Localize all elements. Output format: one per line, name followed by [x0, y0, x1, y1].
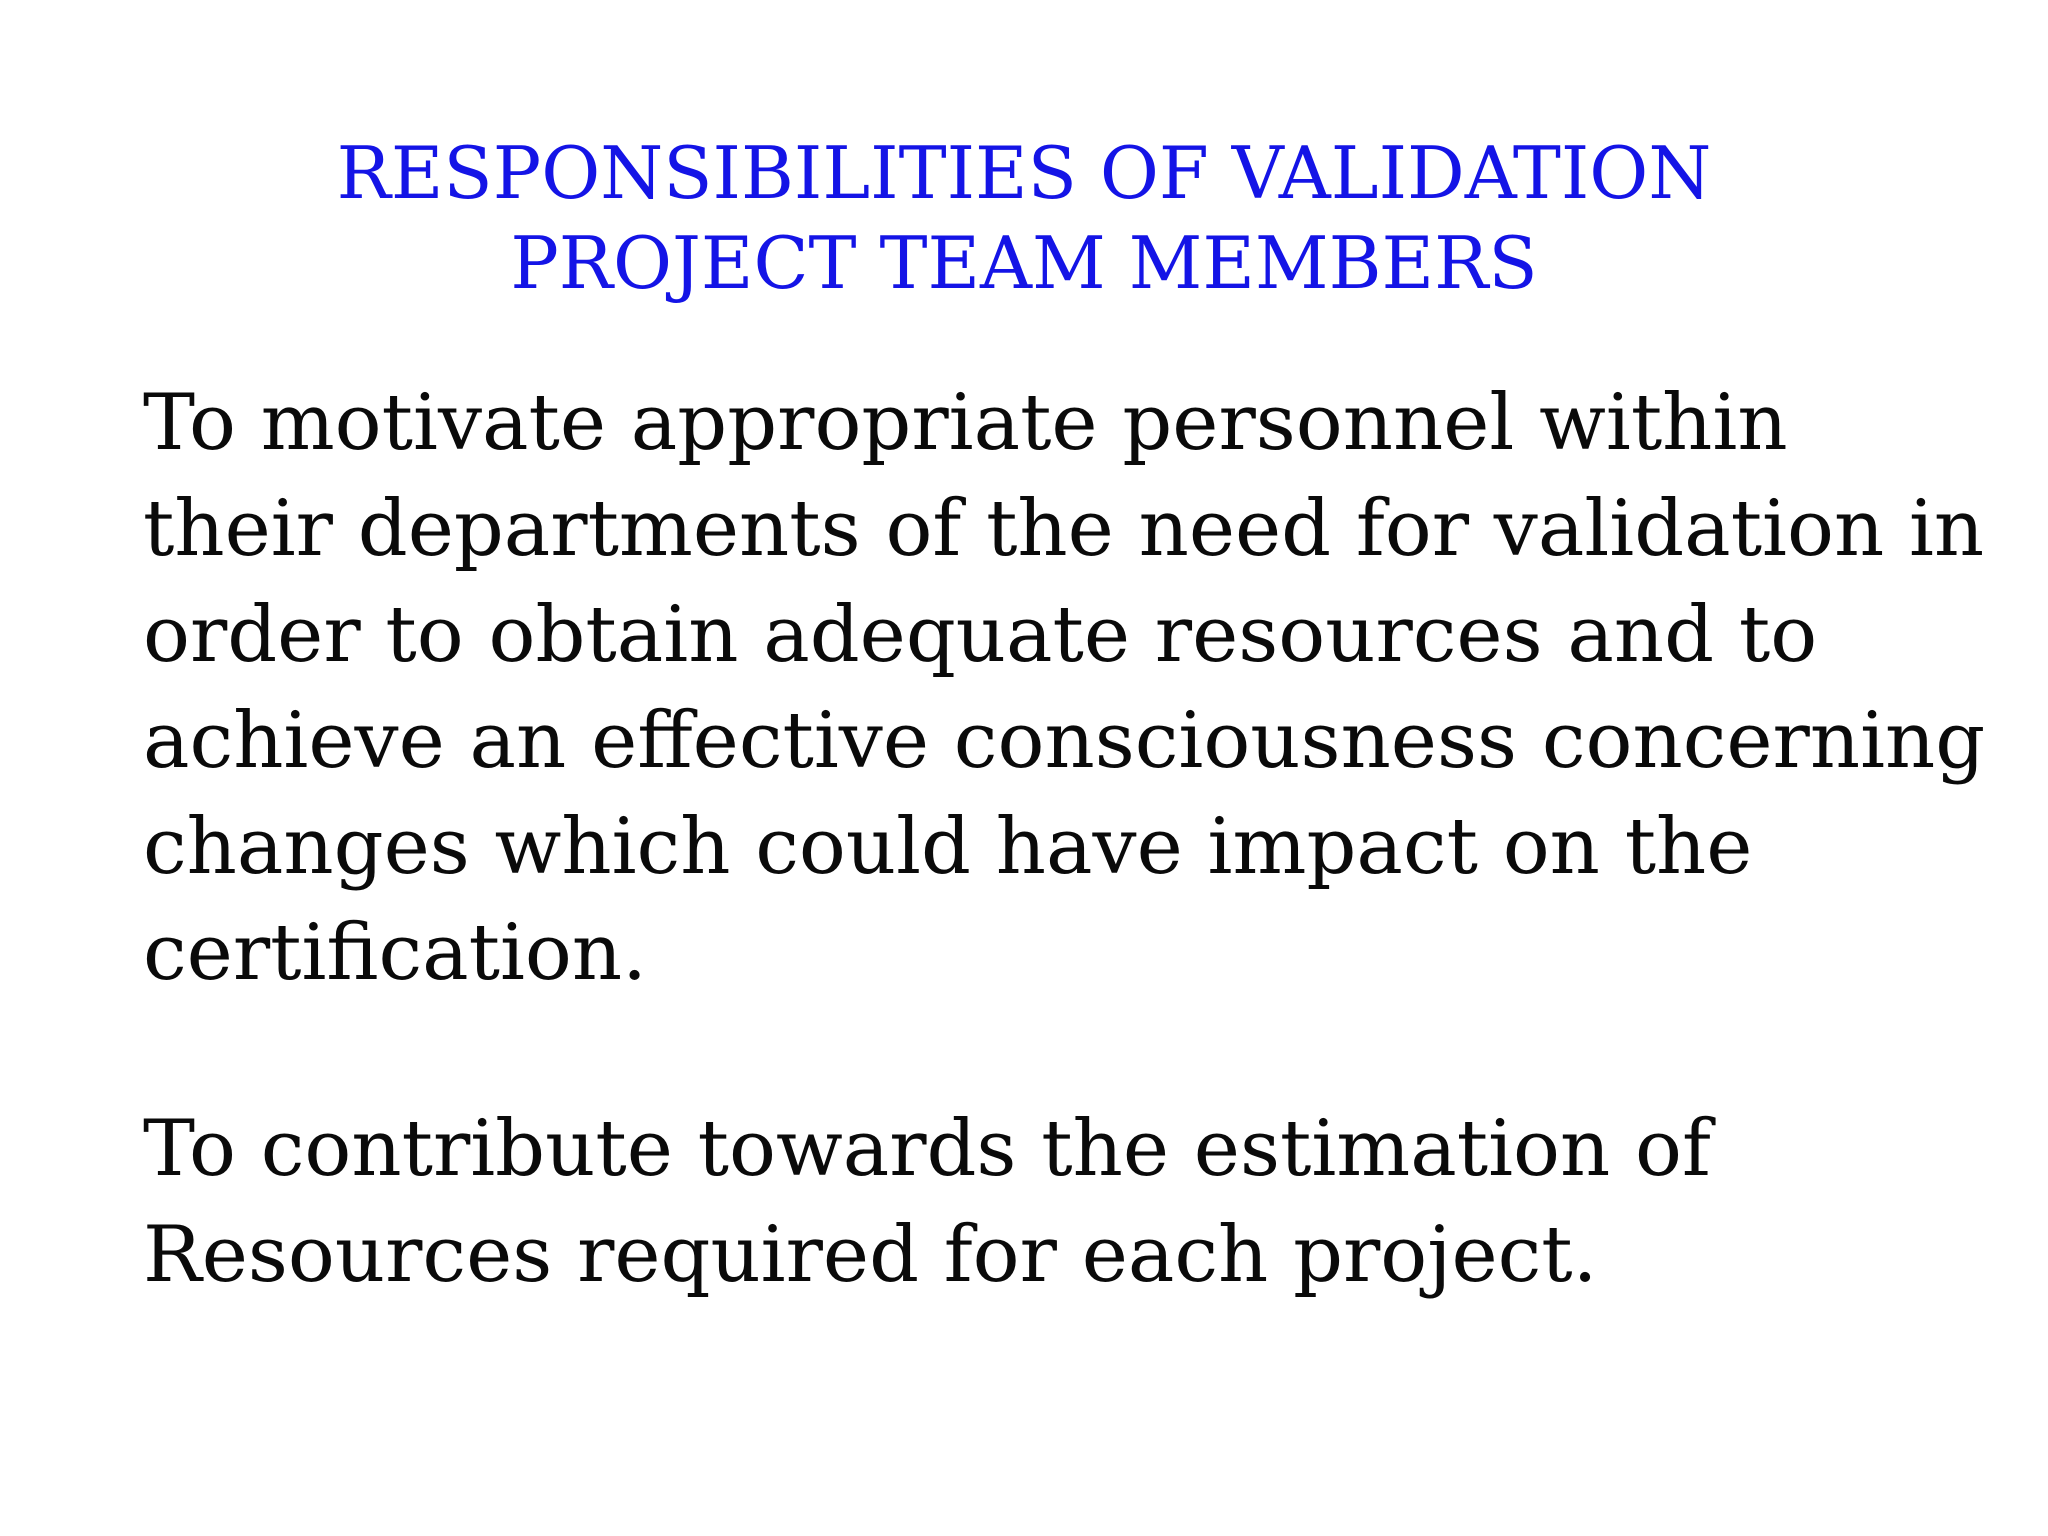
paragraph-motivate [143, 370, 2023, 1006]
paragraph-line: achieve an effective consciousness concerning [143, 696, 1986, 786]
slide-body [143, 370, 2023, 1308]
paragraph-contribute [143, 1096, 2023, 1308]
paragraph-line: To contribute towards the estimation of [143, 1104, 1711, 1194]
title-line-1: RESPONSIBILITIES OF VALIDATION [336, 131, 1712, 215]
paragraph-line: their departments of the need for validation in [143, 484, 1985, 574]
paragraph-line: To motivate appropriate personnel within [143, 378, 1788, 468]
paragraph-line: changes which could have impact on the [143, 802, 1753, 892]
paragraph-line: certification. [143, 908, 647, 998]
title-line-2: PROJECT TEAM MEMBERS [510, 221, 1538, 305]
paragraph-line: order to obtain adequate resources and to [143, 590, 1818, 680]
paragraph-line: Resources required for each project. [143, 1210, 1598, 1300]
slide-title [0, 128, 2048, 308]
